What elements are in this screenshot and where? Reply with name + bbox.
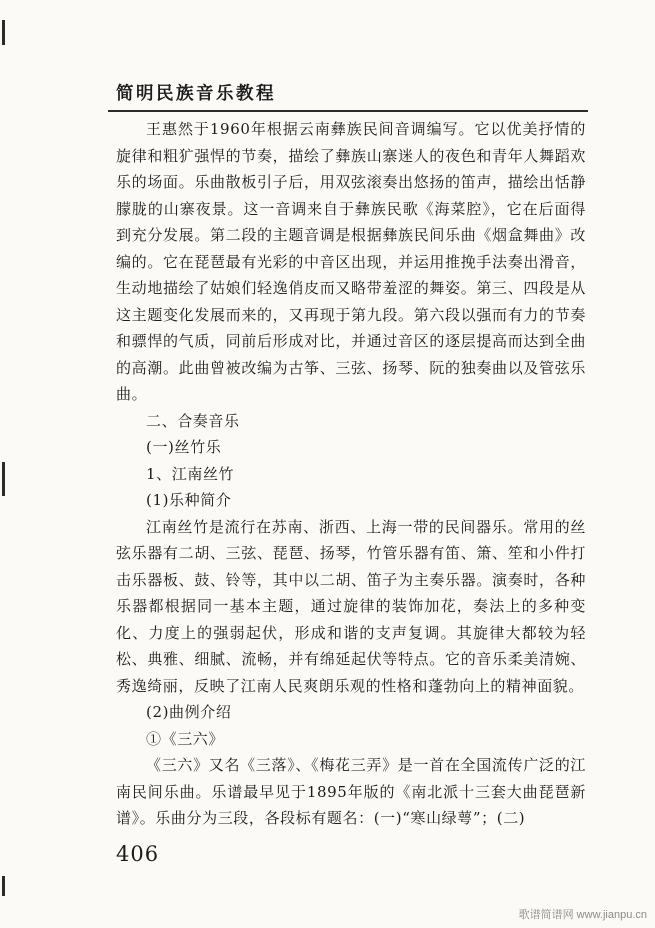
binding-edge-mark-bottom [2,876,5,896]
watermark: 歌谱简谱网 www.jianpu.cn [518,909,647,921]
paragraph-3: 《三六》又名《三落》、《梅花三弄》是一首在全国流传广泛的江南民间乐曲。乐谱最早见于1895年版的《南北派十三套大曲琵琶新谱》。乐曲分为三段，各段标有题名：(一)“寒山绿萼”；(二) [116,756,586,827]
subsection-heading: (2)曲例介绍 [146,703,232,721]
binding-edge-mark-middle [2,462,5,496]
section-heading: 二、合奏音乐 [146,411,240,430]
page-number: 406 [116,842,160,866]
page-body [116,116,586,832]
subsection-heading: 1、江南丝竹 [146,464,235,483]
paragraph-1: 王惠然于1960年根据云南彝族民间音调编写。它以优美抒情的旋律和粗犷强悍的节奏，描绘了彝族山寨迷人的夜色和青年人舞蹈欢乐的场面。乐曲散板引子后，用双弦滚奏出悠扬的笛声，描绘出恬静朦胧的山寨夜景。这一音调来自于彝族民歌《海菜腔》，它在后面得到充分发展。第二段的主题音调是根据彝族民间乐曲《烟盒舞曲》改编的。它在琵琶最有光彩的中音区出现，并运用推挽手法奏出滑音，生动地描绘了姑娘们轻逸俏皮而又略带羞涩的舞姿。第三、四段是从这主题变化发展而来的，又再现于第九段。第六段以强而有力的节奏和骠悍的气质，同前后形成对比，并通过音区的逐层提高而达到全曲的高潮。此曲曾被改编为古筝、三弦、扬琴、阮的独奏曲以及管弦乐曲。 [116,120,586,403]
binding-edge-mark-top [2,20,5,45]
subsection-heading: (一)丝竹乐 [146,438,222,456]
header-rule [108,110,588,112]
running-header: 简明民族音乐教程 [116,84,276,104]
paragraph-2: 江南丝竹是流行在苏南、浙西、上海一带的民间器乐。常用的丝弦乐器有二胡、三弦、琵琶、扬琴，竹管乐器有笛、箫、笙和小件打击乐器板、鼓、铃等，其中以二胡、笛子为主奏乐器。演奏时，各种乐器都根据同一基本主题，通过旋律的装饰加花，奏法上的多种变化、力度上的强弱起伏，形成和谐的支声复调。其旋律大都较为轻松、典雅、细腻、流畅，并有绵延起伏等特点。它的音乐柔美清婉、秀逸绮丽，反映了江南人民爽朗乐观的性格和蓬勃向上的精神面貌。 [116,517,586,695]
item-heading: ①《三六》 [146,729,225,748]
subsection-heading: (1)乐种简介 [146,491,232,509]
